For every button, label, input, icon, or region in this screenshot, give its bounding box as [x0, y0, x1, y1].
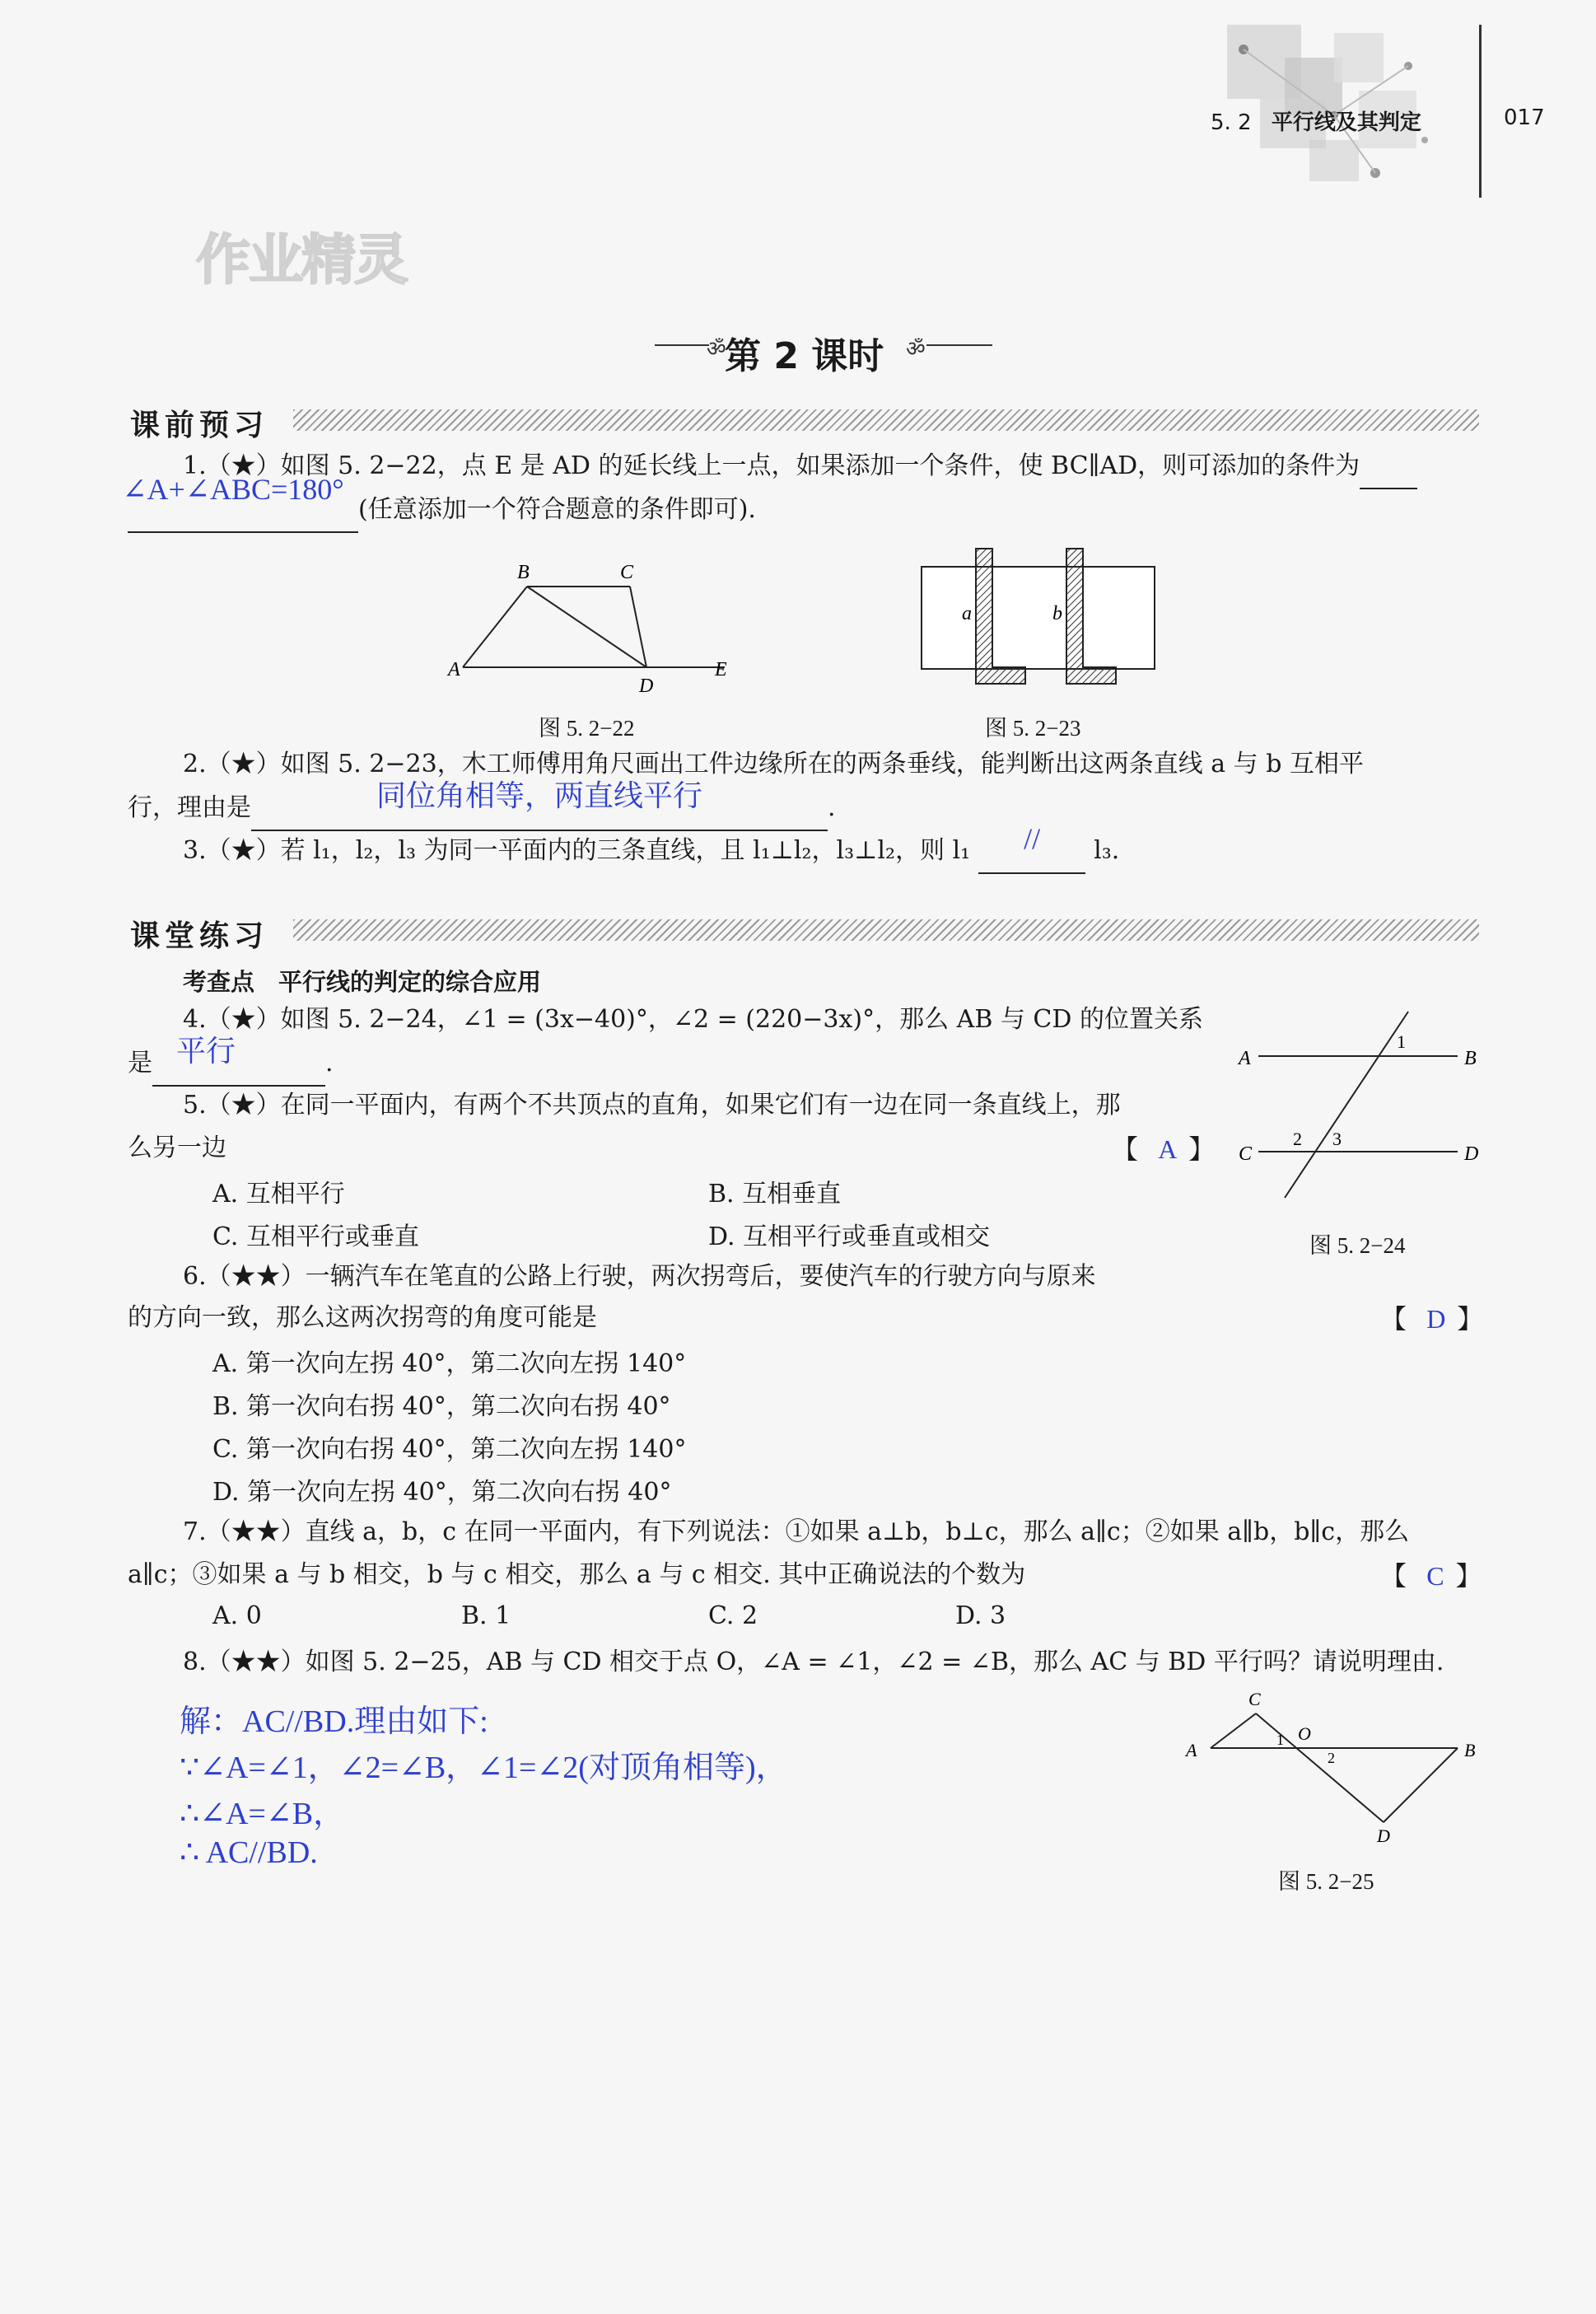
page-number: 017	[1504, 105, 1545, 130]
fig24-label-1: 1	[1397, 1031, 1406, 1052]
section-hatch-practice	[293, 919, 1479, 941]
fig25-label-d: D	[1377, 1825, 1390, 1845]
question-3-answer: //	[1024, 822, 1041, 855]
question-7-bracket[interactable]: 【 C 】	[1380, 1560, 1482, 1592]
question-6-option-c[interactable]: C. 第一次向右拐 40°，第二次向左拐 140°	[212, 1435, 687, 1464]
question-7-line-1: 7.（★★）直线 a，b，c 在同一平面内，有下列说法：①如果 a⊥b，b⊥c，那么 a∥c；②如果 a∥b，b∥c，那么	[183, 1517, 1410, 1546]
question-1-blank-tail	[1360, 445, 1417, 489]
question-3-end: l₃.	[1094, 836, 1120, 865]
question-4-text: 是	[128, 1049, 152, 1078]
fig24-label-b: B	[1464, 1048, 1477, 1069]
solution-line-2: ∵∠A=∠1，∠2=∠B，∠1=∠2(对顶角相等)，	[180, 1751, 787, 1785]
solution-line-3: ∴∠A=∠B，	[180, 1797, 345, 1831]
question-6-line-2: 的方向一致，那么这两次拐弯的角度可能是	[128, 1303, 597, 1332]
figure-5-2-24-caption: 图 5. 2−24	[1309, 1233, 1406, 1258]
topic-heading: 考查点 平行线的判定的综合应用	[183, 968, 542, 996]
figure-5-2-22	[436, 552, 749, 700]
question-7-answer: C	[1426, 1561, 1444, 1591]
question-7-line-2: a∥c；③如果 a 与 b 相交，b 与 c 相交，那么 a 与 c 相交. 其中正确说法的个数为	[128, 1560, 1026, 1589]
figure-5-2-23-caption: 图 5. 2−23	[985, 716, 1081, 741]
fig25-label-b: B	[1464, 1740, 1476, 1760]
section-title-practice: 课堂练习	[130, 919, 269, 953]
question-3-text: 3.（★）若 l₁，l₂，l₃ 为同一平面内的三条直线，且 l₁⊥l₂，l₃⊥l₂，则 l₁	[183, 836, 971, 865]
question-6-option-a[interactable]: A. 第一次向左拐 40°，第二次向左拐 140°	[212, 1349, 687, 1378]
question-3-blank[interactable]	[978, 822, 1085, 874]
question-4-line-1: 4.（★）如图 5. 2−24，∠1 = (3x−40)°，∠2 = (220−3x)°，那么 AB 与 CD 的位置关系	[183, 1005, 1203, 1034]
question-6-answer: D	[1426, 1304, 1446, 1334]
header-section	[1211, 105, 1421, 136]
section-title-preview: 课前预习	[130, 409, 269, 442]
fig25-label-o: O	[1298, 1723, 1311, 1744]
question-2-line-2	[128, 779, 836, 831]
fig25-label-c: C	[1248, 1689, 1261, 1709]
figure-5-2-22-caption: 图 5. 2−22	[539, 716, 635, 741]
question-7-option-a[interactable]: A. 0	[212, 1601, 262, 1630]
question-1-line-2	[122, 473, 756, 533]
question-1-line-1	[183, 445, 1417, 489]
fig24-label-a: A	[1239, 1048, 1251, 1069]
question-5-option-d[interactable]: D. 互相平行或垂直或相交	[708, 1222, 991, 1251]
fig22-label-e: E	[715, 659, 727, 680]
solution-line-1: 解：AC//BD.理由如下:	[180, 1704, 488, 1739]
question-6-bracket[interactable]: 【 D 】	[1380, 1303, 1484, 1335]
lesson-title-ornament-left	[655, 344, 709, 346]
figure-5-2-25	[1178, 1681, 1491, 1845]
question-1-answer: ∠A+∠ABC=180°	[122, 473, 344, 506]
question-3	[183, 822, 1120, 874]
fig23-label-b: b	[1052, 603, 1062, 624]
question-5-line-1: 5.（★）在同一平面内，有两个不共顶点的直角，如果它们有一边在同一条直线上，那	[183, 1091, 1121, 1120]
ornament-left-icon: ॐ	[707, 337, 726, 362]
question-5-option-c[interactable]: C. 互相平行或垂直	[212, 1222, 419, 1251]
fig24-label-2: 2	[1293, 1129, 1302, 1149]
ornament-right-icon: ॐ	[906, 337, 926, 362]
fig25-label-1: 1	[1276, 1732, 1284, 1748]
question-4-answer: 平行	[175, 1035, 236, 1068]
figure-5-2-24	[1235, 1005, 1499, 1211]
header-divider	[1479, 25, 1482, 198]
question-4-end: .	[325, 1049, 334, 1078]
question-7-option-d[interactable]: D. 3	[955, 1601, 1006, 1630]
question-8: 8.（★★）如图 5. 2−25，AB 与 CD 相交于点 O，∠A = ∠1，∠2 = ∠B，那么 AC 与 BD 平行吗？请说明理由.	[183, 1648, 1444, 1676]
question-7-option-b[interactable]: B. 1	[461, 1601, 511, 1630]
question-1-text: 1.（★）如图 5. 2−22，点 E 是 AD 的延长线上一点，如果添加一个条件，使 BC∥AD，则可添加的条件为	[183, 451, 1360, 480]
lesson-title: 第 2 课时	[725, 335, 884, 377]
fig22-label-a: A	[448, 659, 460, 680]
solution-line-4: ∴ AC//BD.	[180, 1835, 318, 1870]
question-6-option-d[interactable]: D. 第一次向左拐 40°，第二次向右拐 40°	[212, 1478, 672, 1507]
question-5-option-a[interactable]: A. 互相平行	[212, 1180, 345, 1208]
question-2-blank[interactable]	[251, 779, 828, 831]
fig22-label-c: C	[620, 562, 634, 583]
figure-5-2-25-caption: 图 5. 2−25	[1278, 1869, 1374, 1894]
section-title: 平行线及其判定	[1271, 110, 1421, 135]
question-6-line-1: 6.（★★）一辆汽车在笔直的公路上行驶，两次拐弯后，要使汽车的行驶方向与原来	[183, 1262, 1096, 1291]
fig22-label-b: B	[517, 562, 530, 583]
question-1-note: (任意添加一个符合题意的条件即可).	[358, 495, 756, 524]
question-2-line-1: 2.（★）如图 5. 2−23，木工师傅用角尺画出工件边缘所在的两条垂线，能判断出这两条直线 a 与 b 互相平	[183, 750, 1364, 778]
fig23-label-a: a	[962, 603, 972, 624]
question-7-option-c[interactable]: C. 2	[708, 1601, 758, 1630]
fig24-label-3: 3	[1332, 1129, 1342, 1149]
fig25-label-a: A	[1186, 1740, 1197, 1760]
fig24-label-d: D	[1464, 1143, 1479, 1165]
question-1-blank[interactable]	[122, 473, 358, 533]
question-5-line-2: 么另一边	[128, 1134, 226, 1162]
question-5-bracket[interactable]: 【 A 】	[1112, 1134, 1216, 1165]
figure-5-2-23	[914, 544, 1161, 692]
fig25-label-2: 2	[1328, 1750, 1335, 1766]
question-4-blank[interactable]	[152, 1035, 325, 1087]
question-2-end: .	[828, 793, 836, 822]
fig24-label-c: C	[1239, 1143, 1253, 1165]
watermark: 作业精灵	[196, 228, 407, 292]
question-2-text: 行，理由是	[128, 793, 251, 822]
question-6-option-b[interactable]: B. 第一次向右拐 40°，第二次向右拐 40°	[212, 1392, 671, 1421]
question-2-answer: 同位角相等，两直线平行	[376, 779, 702, 812]
question-5-answer: A	[1158, 1134, 1178, 1164]
fig22-label-d: D	[639, 676, 654, 697]
section-number: 5. 2	[1211, 110, 1252, 135]
question-4-line-2	[128, 1035, 334, 1087]
section-hatch-preview	[293, 409, 1479, 431]
lesson-title-ornament-right	[926, 344, 992, 346]
question-5-option-b[interactable]: B. 互相垂直	[708, 1180, 842, 1208]
